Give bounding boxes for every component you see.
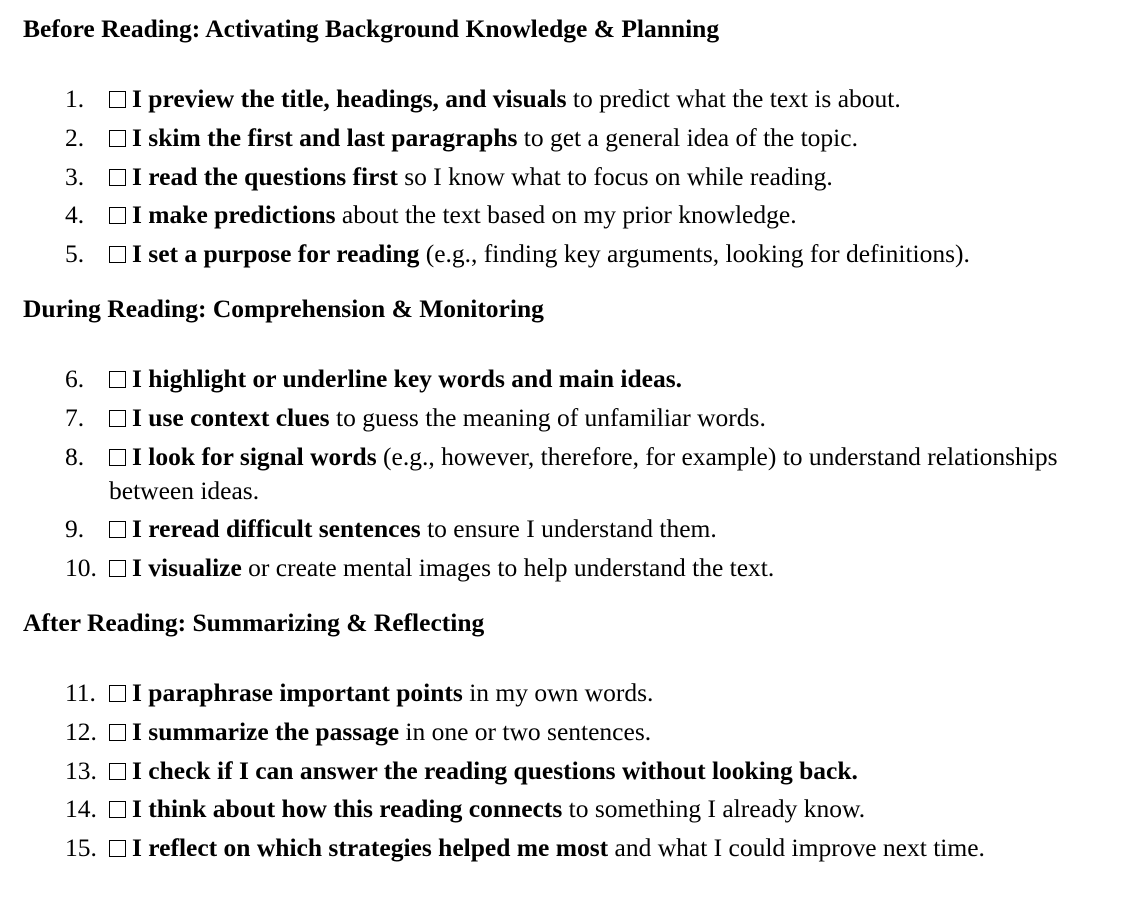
item-number: 2.: [65, 122, 85, 152]
item-bold-text: I use context clues: [132, 402, 330, 432]
item-text: and what I could improve next time.: [608, 833, 985, 863]
item-number: 7.: [65, 402, 85, 432]
item-bold-text: I look for signal words: [132, 441, 377, 471]
list-item: [23, 160, 1136, 194]
item-number: 5.: [65, 239, 85, 269]
checkbox-icon[interactable]: [109, 371, 126, 388]
item-number: 9.: [65, 514, 85, 544]
before-reading-list: [23, 82, 1136, 271]
item-text: about the text based on my prior knowledge.: [335, 200, 797, 230]
checkbox-icon[interactable]: [109, 521, 126, 538]
item-number: 4.: [65, 200, 85, 230]
list-item: [23, 676, 1136, 710]
list-item: [23, 362, 1136, 396]
item-bold-text: I visualize: [132, 553, 242, 583]
item-bold-text: I summarize the passage: [132, 716, 400, 746]
item-text: in my own words.: [462, 677, 654, 707]
item-number: 8.: [65, 441, 85, 471]
item-bold-text: I skim the first and last paragraphs: [132, 122, 518, 152]
list-item: [23, 792, 1136, 826]
checkbox-icon[interactable]: [109, 685, 126, 702]
item-bold-text: I highlight or underline key words and main ideas.: [132, 363, 683, 393]
item-bold-text: I reread difficult sentences: [132, 514, 421, 544]
section-title-during-reading: During Reading: Comprehension & Monitoring: [23, 293, 544, 323]
section-title-after-reading: After Reading: Summarizing & Reflecting: [23, 607, 485, 637]
item-number: 1.: [65, 84, 85, 113]
item-number: 10.: [65, 553, 97, 583]
checkbox-icon[interactable]: [109, 169, 126, 186]
item-number: 14.: [65, 794, 97, 824]
item-text: to guess the meaning of unfamiliar words.: [329, 402, 766, 432]
item-bold-text: I read the questions first: [132, 161, 398, 191]
list-item: [23, 121, 1136, 155]
item-bold-text: I paraphrase important points: [132, 677, 463, 707]
list-item: [23, 82, 1136, 116]
item-bold-text: I make predictions: [132, 200, 336, 230]
item-text: to something I already know.: [562, 794, 866, 824]
list-item: [23, 715, 1136, 749]
item-number: 13.: [65, 755, 97, 785]
item-text: (e.g., finding key arguments, looking for definitions).: [419, 239, 970, 269]
checkbox-icon[interactable]: [109, 207, 126, 224]
item-bold-text: I check if I can answer the reading questions without looking back.: [132, 755, 858, 785]
item-bold-text: I reflect on which strategies helped me most: [132, 833, 609, 863]
list-item: [23, 401, 1136, 435]
item-text: (e.g., however, therefore, for example) to understand relationships between ideas.: [109, 441, 1058, 505]
item-bold-text: I set a purpose for reading: [132, 239, 420, 269]
list-item: [23, 512, 1136, 546]
item-text: to ensure I understand them.: [420, 514, 717, 544]
item-text: in one or two sentences.: [399, 716, 652, 746]
during-reading-list: [23, 362, 1136, 585]
item-text: to get a general idea of the topic.: [517, 122, 858, 152]
item-number: 11.: [65, 677, 96, 707]
checkbox-icon[interactable]: [109, 840, 126, 857]
checkbox-icon[interactable]: [109, 449, 126, 466]
item-bold-text: I think about how this reading connects: [132, 794, 563, 824]
item-number: 6.: [65, 363, 85, 393]
item-number: 12.: [65, 716, 97, 746]
checkbox-icon[interactable]: [109, 801, 126, 818]
list-item: [23, 831, 1136, 865]
checkbox-icon[interactable]: [109, 410, 126, 427]
checkbox-icon[interactable]: [109, 763, 126, 780]
list-item: [23, 198, 1136, 232]
list-item: [23, 440, 1124, 508]
checkbox-icon[interactable]: [109, 246, 126, 263]
item-text: to predict what the text is about.: [566, 84, 901, 113]
list-item: [23, 237, 1136, 271]
section-title-before-reading: Before Reading: Activating Background Knowledge & Planning: [23, 14, 720, 43]
item-number: 15.: [65, 833, 97, 863]
item-text: so I know what to focus on while reading.: [397, 161, 833, 191]
item-bold-text: I preview the title, headings, and visuals: [132, 84, 567, 113]
checkbox-icon[interactable]: [109, 724, 126, 741]
after-reading-list: [23, 676, 1136, 865]
list-item: [23, 551, 1136, 585]
item-text: or create mental images to help understand the text.: [241, 553, 775, 583]
list-item: [23, 754, 1136, 788]
item-number: 3.: [65, 161, 85, 191]
checkbox-icon[interactable]: [109, 91, 126, 108]
checkbox-icon[interactable]: [109, 560, 126, 577]
checkbox-icon[interactable]: [109, 130, 126, 147]
